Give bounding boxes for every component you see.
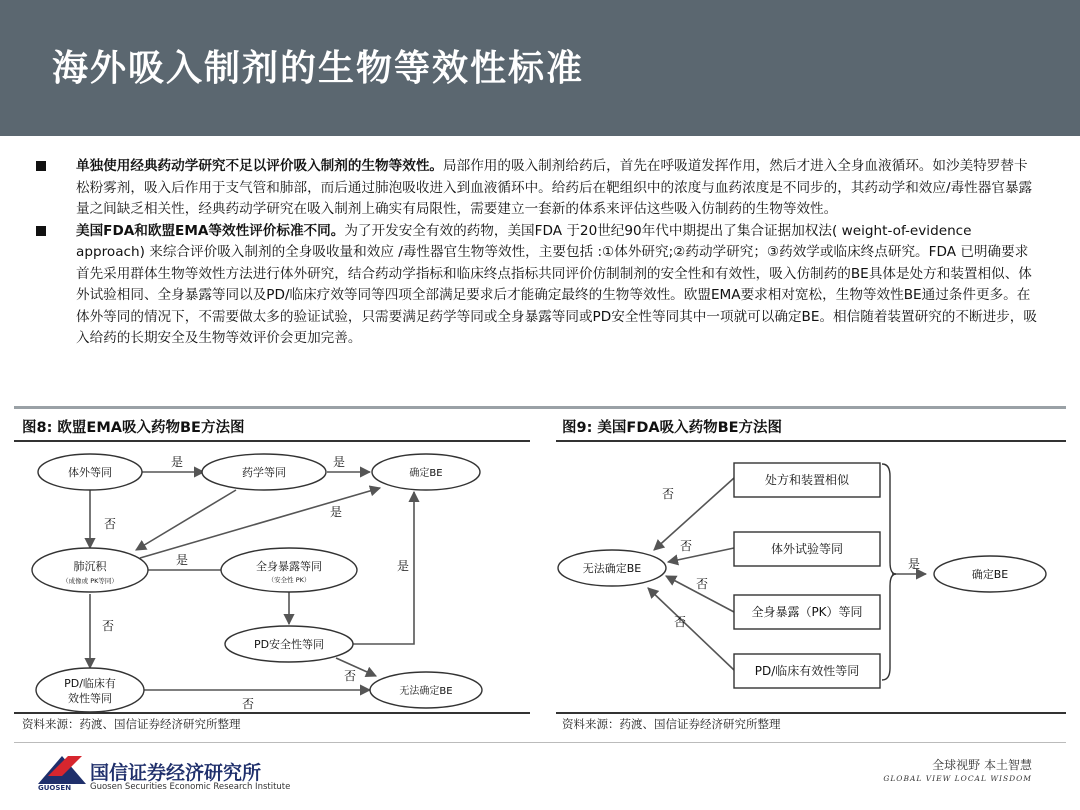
fig8-source: 资料来源：药渡、国信证券经济研究所整理 [22, 717, 241, 731]
fig9-edge-no: 否 [661, 487, 675, 501]
fig9-label-b2: 体外试验等同 [770, 542, 844, 556]
fig9-edge-no: 否 [679, 539, 693, 553]
fig8-edge-yes: 是 [329, 505, 343, 519]
fig9-label-b3: 全身暴露（PK）等同 [751, 605, 863, 619]
fig8-edge-no: 否 [343, 669, 357, 683]
fig8-label-pharm: 药学等同 [242, 466, 286, 479]
fig9-edge-no: 否 [673, 615, 687, 629]
fig9-source: 资料来源：药渡、国信证券经济研究所整理 [562, 717, 781, 731]
fig8-label-invitro: 体外等同 [68, 466, 112, 479]
fig8-edge-no: 否 [103, 517, 117, 531]
bullet-text: 为了开发安全有效的药物，美国FDA 于20世纪90年代中期提出了集合证据加权法( weight-of-evidence approach) 来综合评价吸入制剂的全身吸收量和效应 /毒性器官生物等效性，主要包括 :①体外研究;②药动学研究；③药效学或临床终点研究。FDA 已明确要求首先采用群体生物等效性方法进行体外研究，结合药动学指标和临床终点指标共同评价仿制制剂的安全性和有效性，吸入仿制药的BE具体是处方和装置相似、体外试验相同、全身暴露等同以及PD/临床疗效等同等四项全部满足要求后才能确定最终的生物等效性。欧盟EMA要求相对宽松，生物等效性BE通过条件更多。在体外等同的情况下，不需要做太多的验证试验，只需要满足药学等同或全身暴露等同或PD安全性等同其中一项就可以确定BE。相信随着装置研究的不断进步，吸入给药的长期安全及生物等效评价会更加完善。 [76, 222, 1037, 346]
bullet-item [30, 156, 1040, 221]
footer-slogan: 全球视野 本土智慧 [932, 758, 1032, 772]
title-banner [0, 0, 1080, 136]
fig8-bottom-line [14, 712, 530, 714]
section-divider [14, 406, 1066, 409]
fig8-label-pdclin-1: PD/临床有 [64, 677, 116, 690]
footer-logo-text: 国信证券经济研究所 [90, 762, 262, 784]
fig8-title: 图8: 欧盟EMA吸入药物BE方法图 [22, 420, 245, 436]
bullet-lead: 美国FDA和欧盟EMA等效性评价标准不同。 [76, 222, 345, 239]
fig8-flowchart [14, 446, 530, 712]
fig8-edge-no: 否 [241, 697, 255, 711]
fig8-edge-yes: 是 [332, 455, 346, 469]
fig9-label-be: 确定BE [971, 568, 1009, 581]
fig9-edge-no: 否 [695, 577, 709, 591]
fig8-label-lung: 肺沉积 [73, 560, 107, 573]
bullet-square-icon [36, 161, 46, 171]
bullet-square-icon [36, 226, 46, 236]
fig8-edge-yes: 是 [170, 455, 184, 469]
fig8-label-nobe: 无法确定BE [399, 686, 453, 697]
fig9-label-nobe: 无法确定BE [582, 562, 642, 575]
bullet-item [30, 221, 1040, 350]
bullet-lead: 单独使用经典药动学研究不足以评价吸入制剂的生物等效性。 [76, 158, 444, 174]
fig9-label-b1: 处方和装置相似 [764, 473, 850, 487]
fig8-title-underline [14, 440, 530, 442]
bullet-list [30, 156, 1040, 350]
footer-brand: GUOSEN [38, 784, 72, 792]
footer-divider [14, 742, 1066, 743]
fig8-label-lung-sub: （成像或 PK等同） [62, 577, 118, 585]
footer-slogan-en: GLOBAL VIEW LOCAL WISDOM [883, 774, 1032, 783]
fig9-label-b4: PD/临床有效性等同 [754, 664, 860, 678]
footer-logo-subtitle: Guosen Securities Economic Research Institute [90, 782, 291, 792]
fig8-label-systemic-sub: （安全性 PK） [267, 576, 311, 584]
fig8-edge-no: 否 [101, 619, 115, 633]
fig9-bottom-line [556, 712, 1066, 714]
guosen-logo-icon [38, 756, 86, 784]
fig8-edge-yes: 是 [175, 553, 189, 567]
fig8-label-pdsafety: PD安全性等同 [253, 638, 325, 651]
fig8-label-pdclin-2: 效性等同 [68, 692, 112, 705]
fig8-label-systemic: 全身暴露等同 [256, 560, 322, 573]
bullet-text: 局部作用的吸入制剂给药后，首先在呼吸道发挥作用，然后才进入全身血液循环。如沙美特罗替卡松粉雾剂，吸入后作用于支气管和肺部，而后通过肺泡吸收进入到血液循环中。给药后在靶组织中的浓度与血药浓度是不同步的，其药动学和效应/毒性器官暴露量之间缺乏相关性，经典药动学研究在吸入制剂上确实有局限性，需要建立一套新的体系来评估这些吸入仿制药的生物等效性。 [76, 158, 1033, 217]
page-title: 海外吸入制剂的生物等效性标准 [52, 48, 585, 89]
fig9-title-underline [556, 440, 1066, 442]
fig8-label-be: 确定BE [409, 468, 443, 479]
fig9-title: 图9: 美国FDA吸入药物BE方法图 [562, 420, 783, 436]
fig9-edge-yes: 是 [907, 557, 921, 571]
fig8-node-pdclin [36, 668, 144, 712]
fig8-edge-yes: 是 [396, 559, 410, 573]
fig9-flowchart [556, 446, 1066, 712]
